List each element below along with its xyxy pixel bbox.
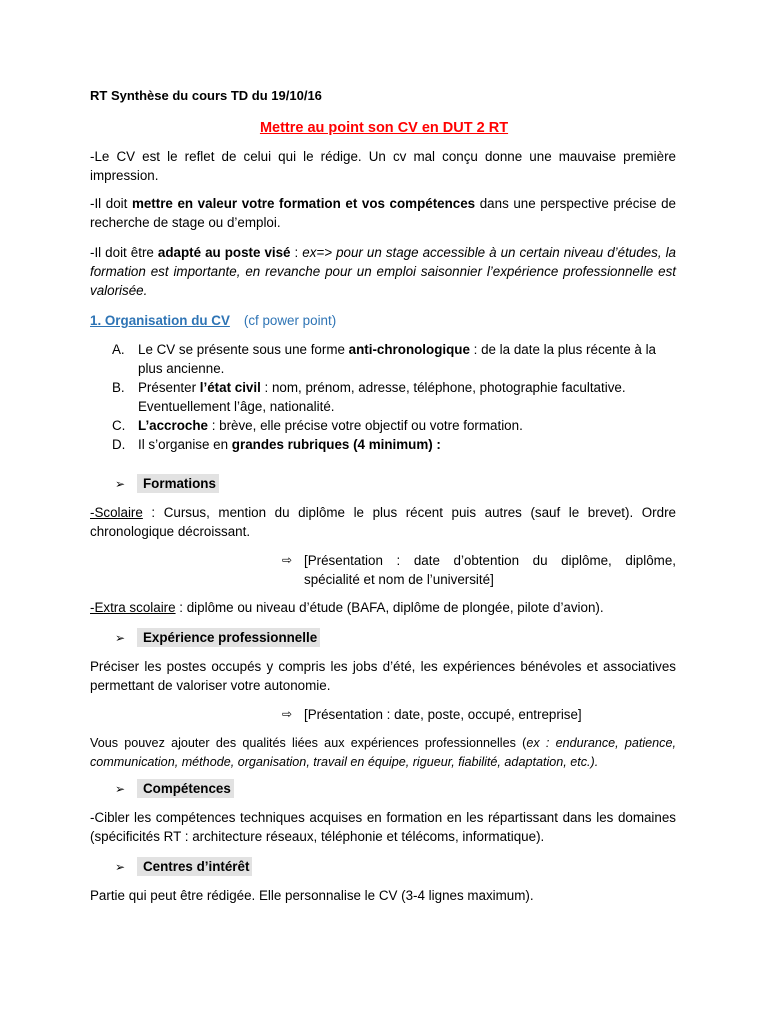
heading-experience: [115, 628, 320, 647]
extra-scolaire-label: -Extra scolaire: [90, 600, 176, 615]
list-marker: D.: [112, 437, 126, 452]
list-emphasis: l’état civil: [199, 380, 261, 395]
list-item: [112, 416, 676, 435]
list-text: Présenter: [138, 380, 200, 395]
intro-p3-colon: :: [290, 245, 303, 260]
scolaire-text: : Cursus, mention du diplôme le plus récent puis autres (sauf le brevet). Ordre chronologique décroissant.: [90, 505, 676, 539]
presentation-text: [Présentation : date, poste, occupé, entreprise]: [304, 707, 582, 722]
list-emphasis: grandes rubriques (4 minimum) :: [231, 437, 441, 452]
experience-presentation: [282, 705, 676, 724]
formations-presentation: [282, 551, 676, 589]
section-1-note: (cf power point): [243, 313, 337, 328]
heading-label: Formations: [137, 474, 219, 493]
document-title: Mettre au point son CV en DUT 2 RT: [259, 120, 509, 136]
list-text: Le CV se présente sous une forme: [138, 342, 349, 357]
qualities-lead: Vous pouvez ajouter des qualités liées aux expériences professionnelles (: [90, 736, 527, 750]
intro-p3-example: ex=> pour un stage accessible à un certain niveau d’études, la formation est importante, en revanche pour un emploi saisonnier l’expérience professionnelle est valorisée.: [90, 245, 676, 298]
bullet-arrow-icon: ➢: [115, 631, 126, 645]
list-emphasis: L’accroche: [138, 418, 208, 433]
intro-p2-lead: -Il doit: [90, 196, 132, 211]
heading-competences: [115, 779, 234, 798]
document-header: RT Synthèse du cours TD du 19/10/16: [90, 88, 322, 103]
section-1-title: [90, 311, 336, 330]
intro-paragraph-1: -Le CV est le reflet de celui qui le rédige. Un cv mal conçu donne une mauvaise première impression.: [90, 149, 676, 183]
qualities-examples: ex : endurance, patience, communication, méthode, organisation, travail en équipe, rigueur, fiabilité, adaptation, etc.).: [90, 736, 676, 769]
heading-formations: [115, 474, 219, 493]
list-text: Il s’organise en: [138, 437, 232, 452]
presentation-line: [282, 551, 676, 589]
bullet-arrow-icon: ➢: [115, 860, 126, 874]
extra-scolaire-text: : diplôme ou niveau d’étude (BAFA, diplôme de plongée, pilote d’avion).: [175, 600, 604, 615]
heading-label: Centres d’intérêt: [137, 857, 252, 876]
heading-label: Compétences: [137, 779, 234, 798]
scolaire-label: -Scolaire: [90, 505, 143, 520]
heading-label: Expérience professionnelle: [137, 628, 320, 647]
list-marker: C.: [112, 418, 126, 433]
list-item: [112, 340, 676, 378]
presentation-line: [282, 705, 676, 724]
intro-p2-emphasis: mettre en valeur votre formation et vos compétences: [131, 196, 476, 211]
bullet-arrow-icon: ➢: [115, 782, 126, 796]
organisation-list: [112, 340, 676, 454]
arrow-right-icon: ⇨: [282, 553, 293, 567]
list-text: : de la date la plus récente à la plus ancienne.: [138, 342, 657, 376]
list-marker: B.: [112, 380, 125, 395]
arrow-right-icon: ⇨: [282, 707, 293, 721]
list-item: [112, 435, 676, 454]
intro-p2-tail: dans une perspective précise de recherche de stage ou d’emploi.: [90, 196, 677, 230]
competences-text: -Cibler les compétences techniques acquises en formation en les répartissant dans les domaines (spécificités RT : architecture réseaux, téléphonie et télécoms, informatique).: [90, 810, 676, 844]
list-emphasis: anti-chronologique: [348, 342, 470, 357]
presentation-text: [Présentation : date d’obtention du diplôme, diplôme, spécialité et nom de l’université]: [304, 553, 676, 587]
heading-interets: [115, 857, 252, 876]
intro-p3-lead: -Il doit être: [90, 245, 158, 260]
section-1-heading: 1. Organisation du CV: [90, 313, 230, 328]
list-text: : nom, prénom, adresse, téléphone, photographie facultative. Eventuellement l’âge, nationalité.: [138, 380, 626, 414]
bullet-arrow-icon: ➢: [115, 477, 126, 491]
interets-text: Partie qui peut être rédigée. Elle personnalise le CV (3-4 lignes maximum).: [90, 888, 534, 903]
experience-text: Préciser les postes occupés y compris les jobs d’été, les expériences bénévoles et associatives permettant de valoriser votre autonomie.: [90, 659, 676, 693]
intro-paragraph-3: [90, 243, 676, 300]
intro-p3-emphasis: adapté au poste visé: [157, 245, 291, 260]
list-text: : brève, elle précise votre objectif ou votre formation.: [207, 418, 523, 433]
formations-extra-scolaire: [90, 598, 676, 617]
list-item: [112, 378, 676, 416]
list-marker: A.: [112, 342, 125, 357]
experience-qualities: [90, 734, 676, 772]
intro-paragraph-2: [90, 194, 676, 232]
formations-scolaire: [90, 503, 676, 541]
